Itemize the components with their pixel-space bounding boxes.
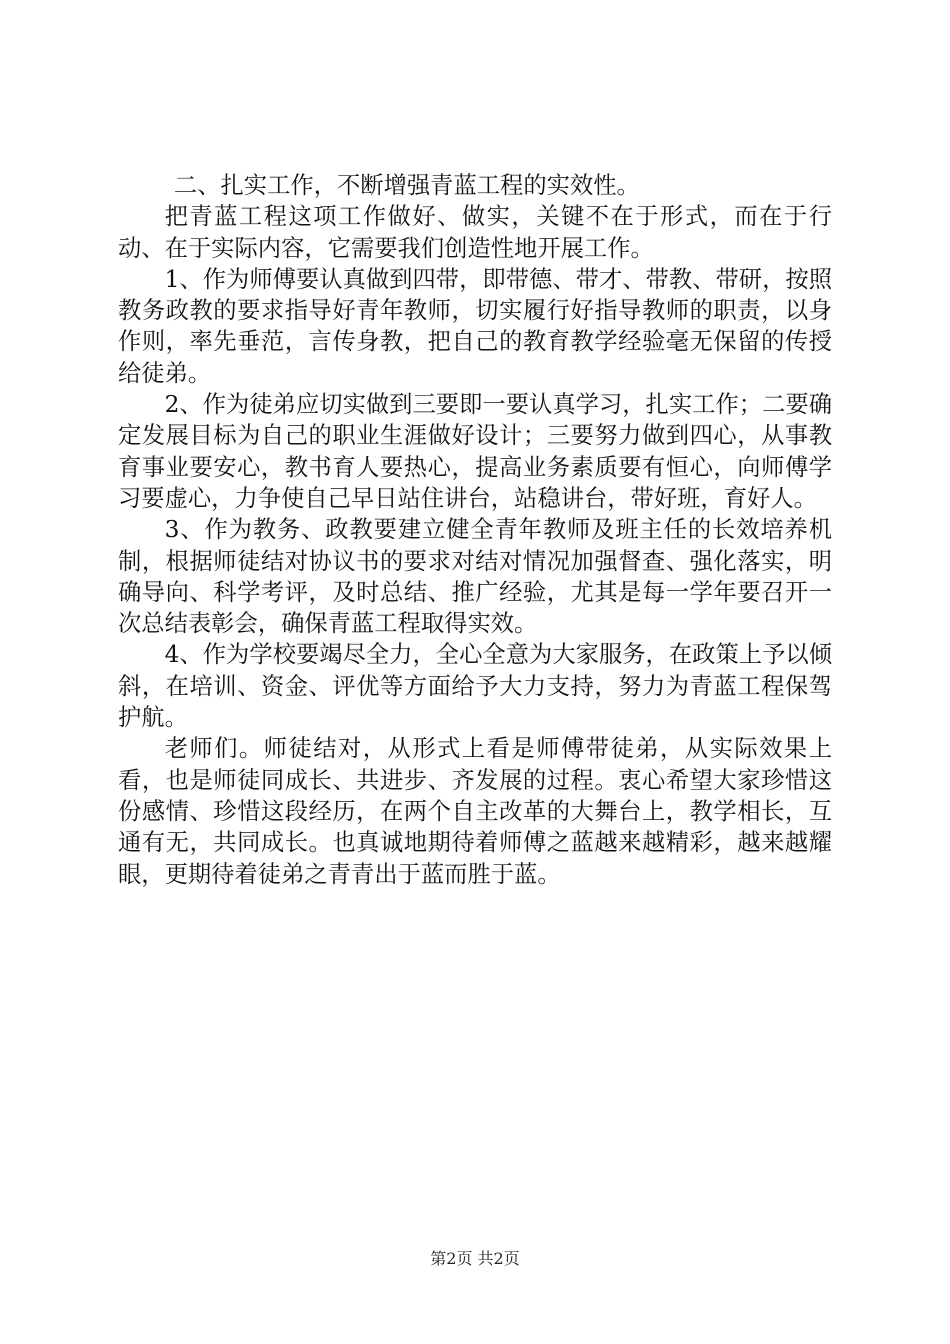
paragraph-item-3: 3、作为教务、政教要建立健全青年教师及班主任的长效培养机制，根据师徒结对协议书的要求对结对情况加强督查、强化落实，明确导向、科学考评，及时总结、推广经验，尤其是每一学年要召开一次总结表彰会，确保青蓝工程取得实效。 <box>118 516 832 638</box>
section-heading: 二、扎实工作，不断增强青蓝工程的实效性。 <box>173 172 640 199</box>
document-body <box>118 170 832 890</box>
paragraph-item-4: 4、作为学校要竭尽全力，全心全意为大家服务，在政策上予以倾斜，在培训、资金、评优等方面给予大力支持，努力为青蓝工程保驾护航。 <box>118 641 832 732</box>
paragraph-closing: 老师们。师徒结对，从形式上看是师傅带徒弟，从实际效果上看，也是师徒同成长、共进步、齐发展的过程。衷心希望大家珍惜这份感情、珍惜这段经历，在两个自主改革的大舞台上，教学相长，互通有无，共同成长。也真诚地期待着师傅之蓝越来越精彩，越来越耀眼，更期待着徒弟之青青出于蓝而胜于蓝。 <box>118 735 832 888</box>
paragraph-item-1: 1、作为师傅要认真做到四带，即带德、带才、带教、带研，按照教务政教的要求指导好青年教师，切实履行好指导教师的职责，以身作则，率先垂范，言传身教，把自己的教育教学经验毫无保留的传授给徒弟。 <box>118 265 832 387</box>
paragraph-item-2: 2、作为徒弟应切实做到三要即一要认真学习，扎实工作；二要确定发展目标为自己的职业生涯做好设计；三要努力做到四心，从事教育事业要安心，教书育人要热心，提高业务素质要有恒心，向师傅学习要虚心，力争使自己早日站住讲台，站稳讲台，带好班，育好人。 <box>118 391 832 512</box>
page-footer: 第2页 共2页 <box>430 1249 520 1268</box>
paragraph-intro: 把青蓝工程这项工作做好、做实，关键不在于形式，而在于行动、在于实际内容，它需要我们创造性地开展工作。 <box>118 203 832 262</box>
